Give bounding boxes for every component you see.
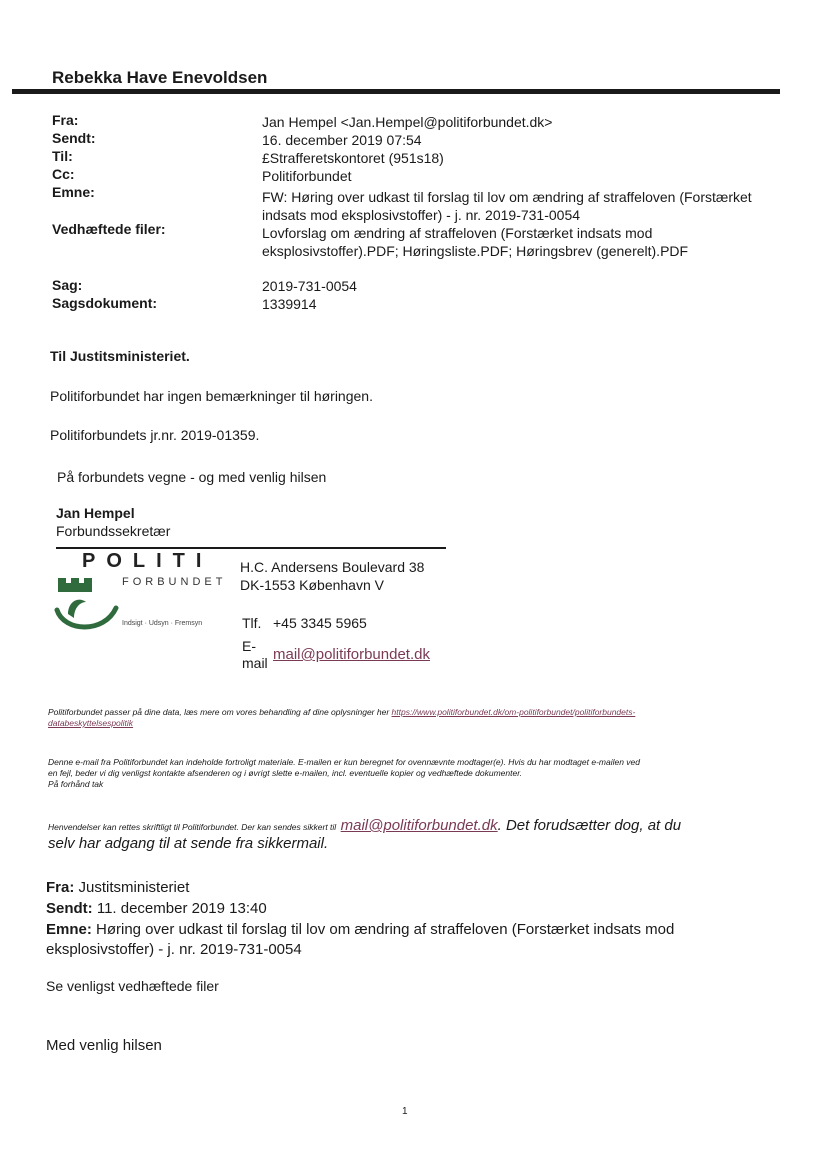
- fwd-subject-value-1: Høring over udkast til forslag til lov om ændring af straffeloven (Forstærket indsats mod: [91, 921, 675, 938]
- fwd-sent-value: 11. december 2019 13:40: [92, 900, 267, 917]
- inquiries-line-2: selv har adgang til at sende fra sikkermail.: [48, 835, 329, 852]
- subject-value: FW: Høring over udkast til forslag til lov om ændring af straffeloven (Forstærket indsats mod eksplosivstoffer) - j. nr. 2019-731-0054: [262, 189, 752, 223]
- casedoc-value: 1339914: [262, 296, 317, 312]
- sender-name: Rebekka Have Enevoldsen: [52, 68, 268, 87]
- fwd-from-value: Justitsministeriet: [74, 879, 190, 896]
- fwd-subject-label: Emne:: [46, 921, 92, 938]
- email-label-1: E-: [242, 638, 256, 654]
- from-value[interactable]: Jan Hempel <Jan.Hempel@politiforbundet.dk>: [262, 114, 553, 130]
- fwd-sent: [46, 898, 267, 919]
- privacy-text: Politiforbundet passer på dine data, læs mere om vores behandling af dine oplysninger her: [48, 707, 390, 717]
- body-closing: På forbundets vegne - og med venlig hilsen: [57, 469, 327, 485]
- to-label: Til:: [52, 148, 73, 164]
- greeting: Til Justitsministeriet.: [50, 348, 190, 364]
- logo-title: POLITI: [82, 550, 213, 572]
- signature-name: Jan Hempel: [56, 505, 135, 521]
- confidential-line-1: Denne e-mail fra Politiforbundet kan indeholde fortroligt materiale. E-mailen er kun beregnet for ovennævnte modtager(e). Hvis du har modtaget e-mailen ved: [48, 757, 641, 767]
- logo-subtitle: FORBUNDET: [122, 576, 227, 588]
- sent-value: 16. december 2019 07:54: [262, 132, 422, 148]
- inquiries-text: Henvendelser kan rettes skriftligt til Politiforbundet. Der kan sendes sikkert til: [48, 822, 337, 832]
- fwd-closing: Med venlig hilsen: [46, 1037, 162, 1054]
- header-divider: [12, 89, 780, 94]
- logo-tagline: Indsigt · Udsyn · Fremsyn: [122, 620, 203, 627]
- fwd-from: [46, 877, 189, 898]
- fwd-sent-label: Sendt:: [46, 900, 93, 917]
- signature-divider: [56, 547, 446, 549]
- phone-label: Tlf.: [242, 615, 262, 631]
- fwd-body-line: Se venligst vedhæftede filer: [46, 978, 219, 994]
- fwd-subject-line-2: eksplosivstoffer) - j. nr. 2019-731-0054: [46, 941, 302, 958]
- signature-title: Forbundssekretær: [56, 523, 171, 539]
- body-line-2: Politiforbundets jr.nr. 2019-01359.: [50, 427, 260, 443]
- police-union-logo-icon: [54, 574, 124, 634]
- casedoc-label: Sagsdokument:: [52, 295, 158, 311]
- subject-label: Emne:: [52, 184, 95, 200]
- privacy-notice: [48, 707, 788, 718]
- cc-label: Cc:: [52, 166, 75, 182]
- signature-email-link[interactable]: mail@politiforbundet.dk: [273, 646, 430, 663]
- confidential-line-3: På forhånd tak: [48, 779, 104, 789]
- page-number: 1: [402, 1106, 408, 1117]
- address-line-1: H.C. Andersens Boulevard 38: [240, 559, 425, 575]
- phone-number[interactable]: +45 3345 5965: [273, 615, 367, 631]
- address-line-2: DK-1553 København V: [240, 577, 384, 593]
- fwd-subject: [46, 919, 674, 940]
- attachments-value[interactable]: Lovforslag om ændring af straffeloven (Forstærket indsats mod eksplosivstoffer).PDF; Høringsliste.PDF; Høringsbrev (generelt).PDF: [262, 225, 689, 259]
- to-value: £Strafferetskontoret (951s18): [262, 150, 444, 166]
- sent-label: Sendt:: [52, 130, 96, 146]
- body-line-1: Politiforbundet har ingen bemærkninger til høringen.: [50, 388, 373, 404]
- privacy-link-2[interactable]: databeskyttelsespolitik: [48, 718, 134, 728]
- cc-value: Politiforbundet: [262, 168, 352, 184]
- privacy-link-1[interactable]: https://www.politiforbundet.dk/om-politiforbundet/politiforbundets-: [391, 707, 636, 717]
- inquiries-email-link[interactable]: mail@politiforbundet.dk: [340, 817, 498, 834]
- case-value: 2019-731-0054: [262, 278, 357, 294]
- inquiries-line-1: [48, 816, 808, 836]
- from-label: Fra:: [52, 112, 79, 128]
- inquiries-tail: . Det forudsætter dog, at du: [497, 817, 682, 834]
- email-label-2: mail: [242, 655, 268, 671]
- attachments-label: Vedhæftede filer:: [52, 221, 166, 237]
- case-label: Sag:: [52, 277, 83, 293]
- fwd-from-label: Fra:: [46, 879, 75, 896]
- confidential-line-2: en fejl, beder vi dig venligst kontakte afsenderen og i øvrigt slette e-mailen, incl. eventuelle kopier og vedhæftede dokumenter.: [48, 768, 523, 778]
